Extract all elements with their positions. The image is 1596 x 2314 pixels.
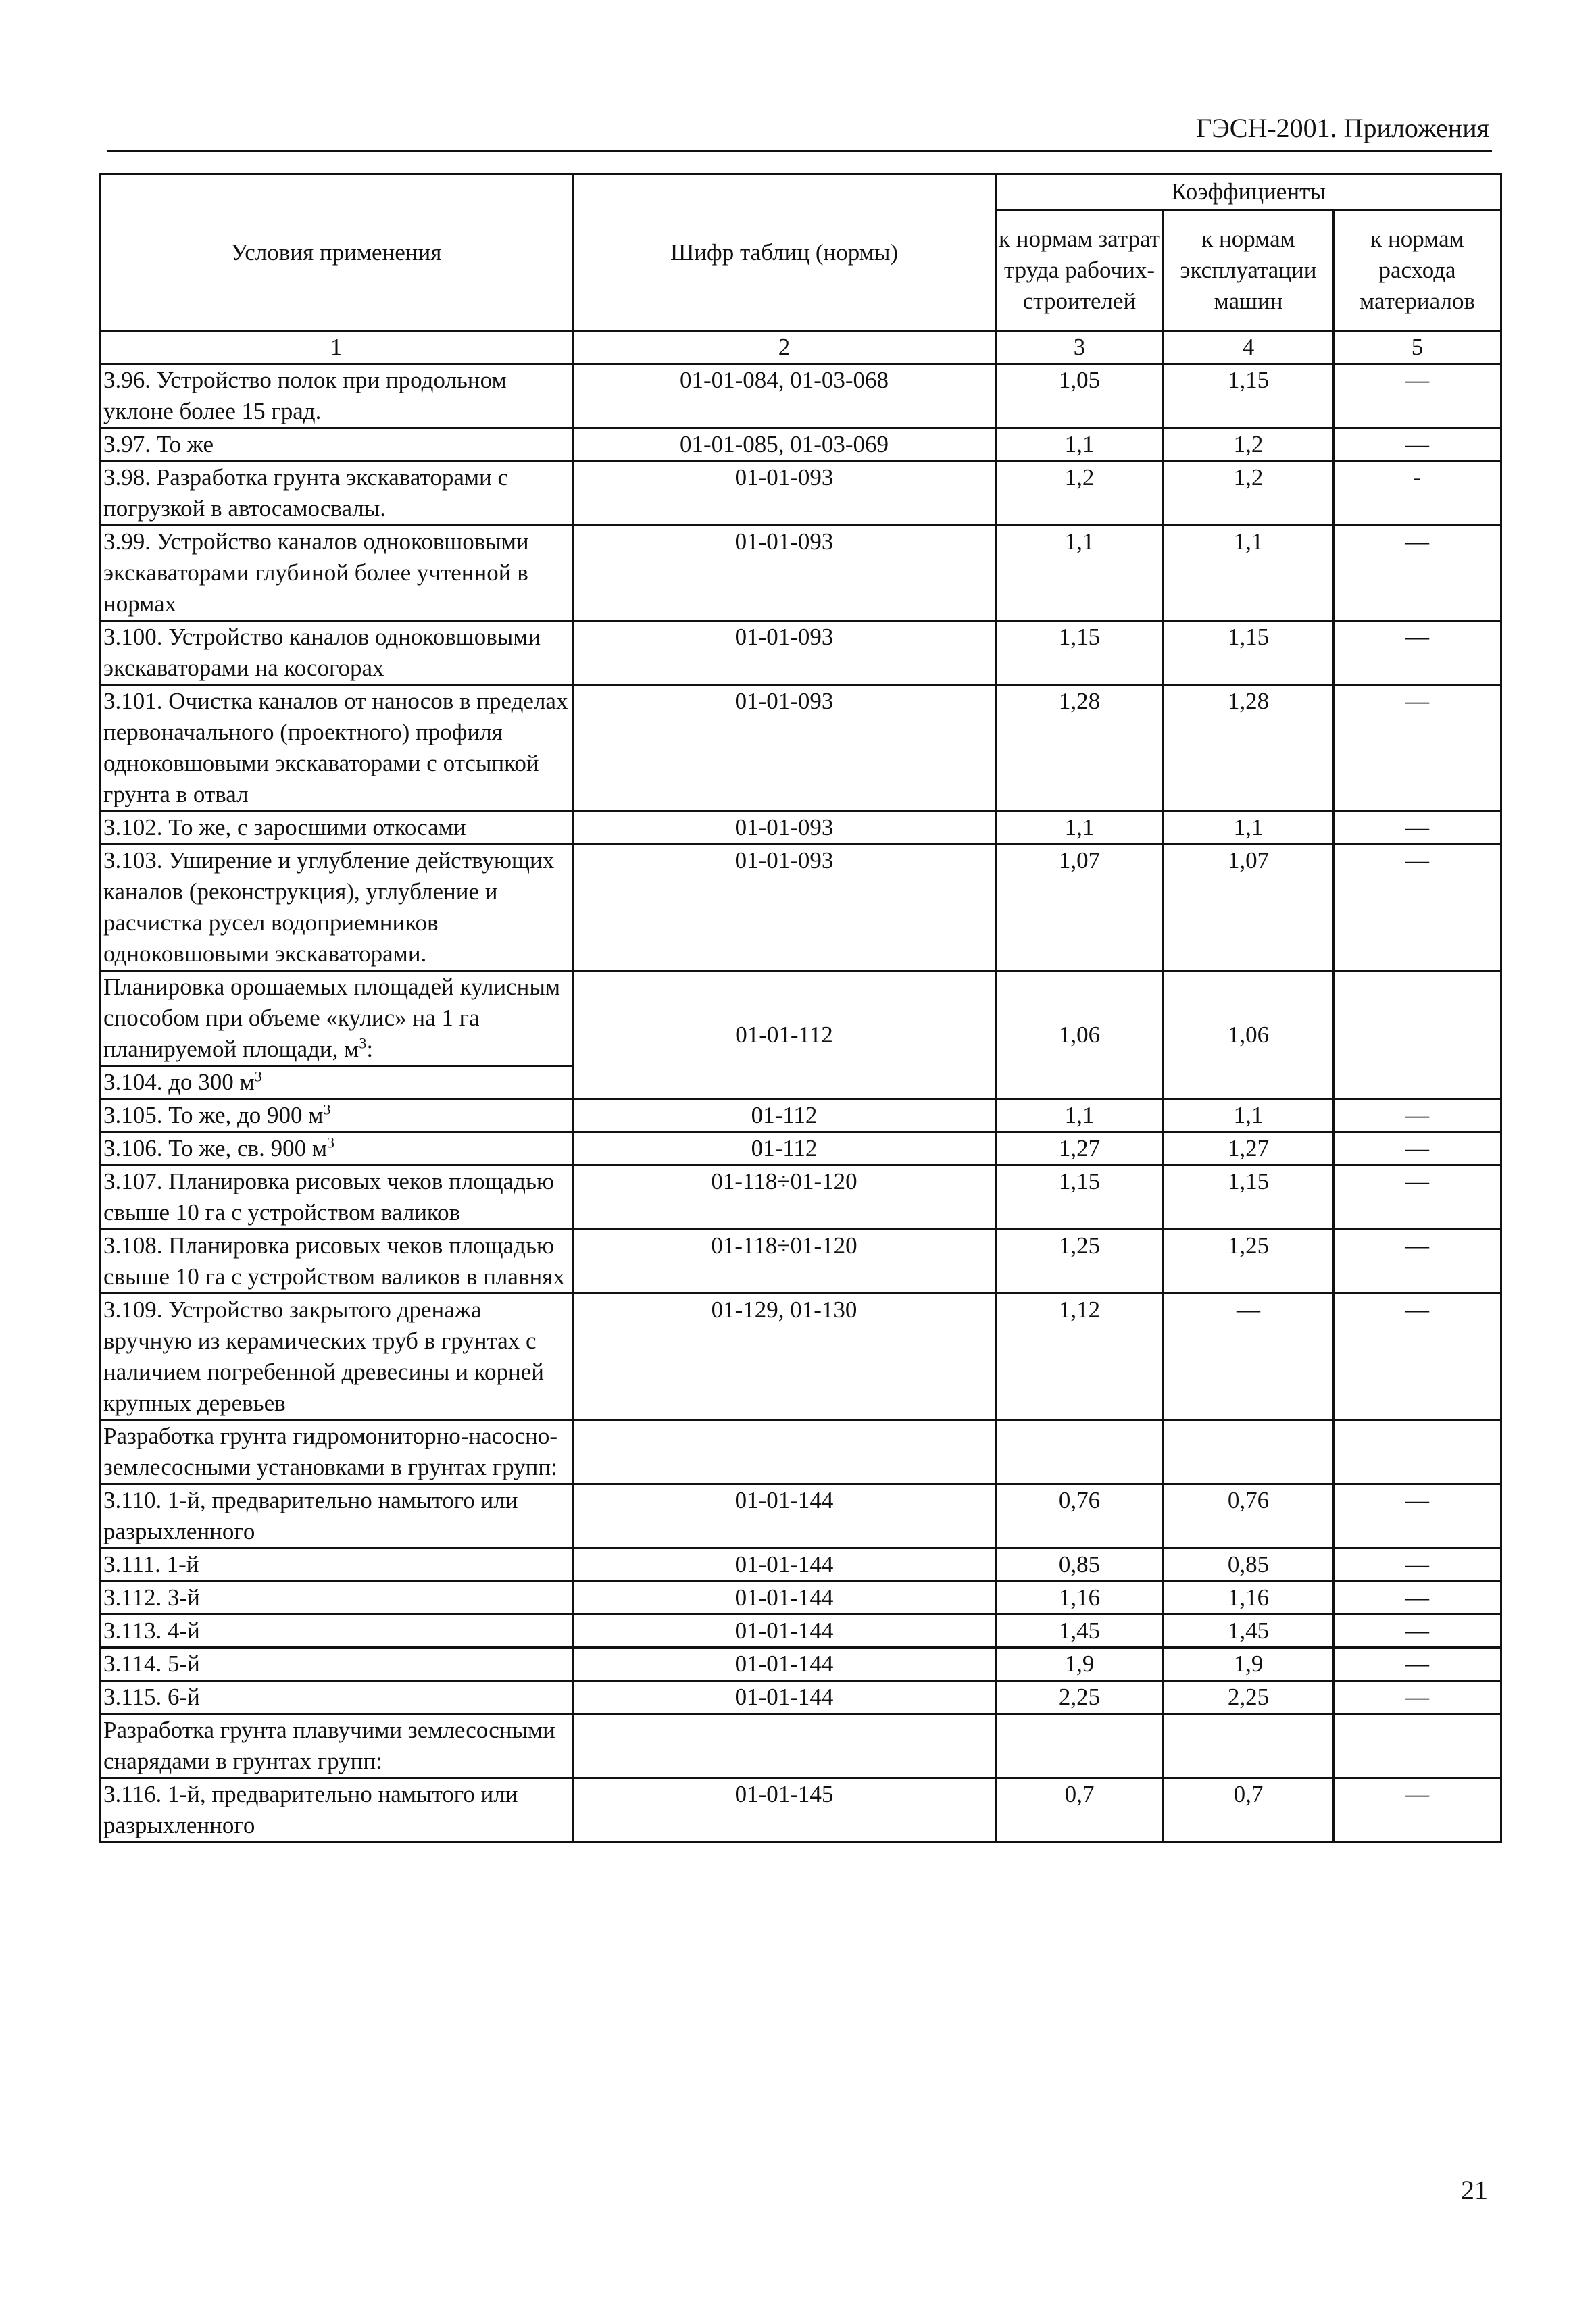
code-cell: 01-01-093 (573, 526, 996, 621)
materials-coefficient: - (1334, 461, 1501, 526)
code-cell: 01-112 (573, 1099, 996, 1132)
header-machines: к нормам эксплуатации машин (1164, 210, 1334, 331)
unit-sup: 3 (323, 1101, 331, 1118)
materials-coefficient: — (1334, 364, 1501, 428)
materials-coefficient: — (1334, 1615, 1501, 1648)
code-cell: 01-01-144 (573, 1681, 996, 1714)
materials-coefficient: — (1334, 1778, 1501, 1842)
code-cell: 01-01-112 (573, 971, 996, 1099)
materials-coefficient (1334, 971, 1501, 1099)
machines-coefficient: 1,15 (1164, 364, 1334, 428)
table-row-planning (100, 971, 1501, 1099)
empty-cell (573, 1420, 996, 1484)
condition-cell: 3.115. 6-й (100, 1681, 573, 1714)
labor-coefficient: 1,2 (996, 461, 1164, 526)
column-number: 5 (1334, 331, 1501, 364)
page-number: 21 (1461, 2175, 1488, 2205)
table-row (100, 1778, 1501, 1842)
labor-coefficient: 0,7 (996, 1778, 1164, 1842)
condition-cell: 3.110. 1-й, предварительно намытого или разрыхленного (100, 1484, 573, 1549)
table-row (100, 1681, 1501, 1714)
materials-coefficient: — (1334, 621, 1501, 685)
materials-coefficient: — (1334, 685, 1501, 811)
code-cell: 01-118÷01-120 (573, 1165, 996, 1230)
planning-divider (101, 1065, 572, 1067)
empty-cell (996, 1714, 1164, 1778)
table-row (100, 1484, 1501, 1549)
empty-cell (1164, 1420, 1334, 1484)
running-header: ГЭСН-2001. Приложения (1196, 113, 1489, 143)
condition-cell: 3.108. Планировка рисовых чеков площадью свыше 10 га с устройством валиков в плавнях (100, 1230, 573, 1294)
condition-cell: 3.116. 1-й, предварительно намытого или разрыхленного (100, 1778, 573, 1842)
planning-group-cell (100, 971, 573, 1099)
materials-coefficient: — (1334, 1484, 1501, 1549)
labor-coefficient: 2,25 (996, 1681, 1164, 1714)
header-coefficients: Коэффициенты (996, 174, 1501, 210)
labor-coefficient: 1,25 (996, 1230, 1164, 1294)
coefficients-table (99, 173, 1502, 1843)
table-row (100, 811, 1501, 845)
condition-cell: 3.103. Уширение и углубление действующих каналов (реконструкция), углубление и расчистка русел водоприемников одноковшовыми экскаваторами. (100, 845, 573, 971)
machines-coefficient: 1,06 (1164, 971, 1334, 1099)
materials-coefficient: — (1334, 811, 1501, 845)
machines-coefficient: 1,1 (1164, 811, 1334, 845)
materials-coefficient: — (1334, 1549, 1501, 1582)
column-number: 3 (996, 331, 1164, 364)
labor-coefficient: 1,1 (996, 1099, 1164, 1132)
code-cell: 01-01-093 (573, 845, 996, 971)
machines-coefficient: 1,25 (1164, 1230, 1334, 1294)
empty-cell (1164, 1714, 1334, 1778)
machines-coefficient: 0,7 (1164, 1778, 1334, 1842)
labor-coefficient: 0,76 (996, 1484, 1164, 1549)
table-row (100, 845, 1501, 971)
condition-cell (100, 1099, 573, 1132)
header-code: Шифр таблиц (нормы) (573, 174, 996, 331)
labor-coefficient: 1,12 (996, 1294, 1164, 1420)
materials-coefficient: — (1334, 845, 1501, 971)
planning-group-heading: Планировка орошаемых площадей кулисным способом при объеме «кулис» на 1 га планируемой площади, м (103, 974, 561, 1062)
planning-item-3-104: 3.104. до 300 м (103, 1069, 255, 1095)
code-cell: 01-01-144 (573, 1549, 996, 1582)
machines-coefficient: 1,2 (1164, 428, 1334, 461)
condition-cell: 3.111. 1-й (100, 1549, 573, 1582)
empty-cell (573, 1714, 996, 1778)
group-heading: Разработка грунта плавучими землесосными снарядами в грунтах групп: (100, 1714, 573, 1778)
machines-coefficient: 1,15 (1164, 621, 1334, 685)
materials-coefficient: — (1334, 1099, 1501, 1132)
planning-item-sup: 3 (254, 1067, 262, 1085)
machines-coefficient: 1,15 (1164, 1165, 1334, 1230)
machines-coefficient: — (1164, 1294, 1334, 1420)
table-row (100, 1165, 1501, 1230)
header-materials: к нормам расхода материалов (1334, 210, 1501, 331)
group-heading-row (100, 1420, 1501, 1484)
code-cell: 01-01-093 (573, 621, 996, 685)
table-row (100, 1549, 1501, 1582)
table-row (100, 428, 1501, 461)
empty-cell (1334, 1420, 1501, 1484)
table-row (100, 1230, 1501, 1294)
code-cell: 01-01-093 (573, 461, 996, 526)
machines-coefficient: 0,85 (1164, 1549, 1334, 1582)
labor-coefficient: 1,28 (996, 685, 1164, 811)
unit-sup: 3 (326, 1134, 334, 1151)
materials-coefficient: — (1334, 526, 1501, 621)
machines-coefficient: 1,1 (1164, 526, 1334, 621)
labor-coefficient: 1,1 (996, 526, 1164, 621)
machines-coefficient: 1,07 (1164, 845, 1334, 971)
empty-cell (1334, 1714, 1501, 1778)
code-cell: 01-01-093 (573, 811, 996, 845)
header-rule (107, 150, 1492, 152)
labor-coefficient: 1,07 (996, 845, 1164, 971)
materials-coefficient: — (1334, 1648, 1501, 1681)
labor-coefficient: 1,1 (996, 811, 1164, 845)
machines-coefficient: 1,27 (1164, 1132, 1334, 1165)
planning-heading-sup: 3 (359, 1034, 367, 1052)
code-cell: 01-01-093 (573, 685, 996, 811)
condition-cell: 3.99. Устройство каналов одноковшовыми экскаваторами глубиной более учтенной в нормах (100, 526, 573, 621)
code-cell: 01-01-144 (573, 1615, 996, 1648)
table-row (100, 1294, 1501, 1420)
materials-coefficient: — (1334, 428, 1501, 461)
machines-coefficient: 1,16 (1164, 1582, 1334, 1615)
table-row (100, 1615, 1501, 1648)
condition-cell: 3.102. То же, с заросшими откосами (100, 811, 573, 845)
condition-cell: 3.107. Планировка рисовых чеков площадью свыше 10 га с устройством валиков (100, 1165, 573, 1230)
group-heading: Разработка грунта гидромониторно-насосно-землесосными установками в грунтах групп: (100, 1420, 573, 1484)
labor-coefficient: 1,9 (996, 1648, 1164, 1681)
code-cell: 01-01-085, 01-03-069 (573, 428, 996, 461)
code-cell: 01-118÷01-120 (573, 1230, 996, 1294)
condition-cell: 3.114. 5-й (100, 1648, 573, 1681)
table-row (100, 364, 1501, 428)
code-cell: 01-01-144 (573, 1648, 996, 1681)
condition-cell: 3.109. Устройство закрытого дренажа вручную из керамических труб в грунтах с наличием погребенной древесины и корней крупных деревьев (100, 1294, 573, 1420)
code-cell: 01-129, 01-130 (573, 1294, 996, 1420)
labor-coefficient: 1,06 (996, 971, 1164, 1099)
condition-cell: 3.113. 4-й (100, 1615, 573, 1648)
materials-coefficient: — (1334, 1165, 1501, 1230)
labor-coefficient: 1,16 (996, 1582, 1164, 1615)
code-cell: 01-01-145 (573, 1778, 996, 1842)
materials-coefficient: — (1334, 1582, 1501, 1615)
table-row (100, 685, 1501, 811)
machines-coefficient: 1,1 (1164, 1099, 1334, 1132)
condition-cell: 3.97. То же (100, 428, 573, 461)
condition-cell: 3.98. Разработка грунта экскаваторами с погрузкой в автосамосвалы. (100, 461, 573, 526)
code-cell: 01-01-144 (573, 1582, 996, 1615)
labor-coefficient: 1,15 (996, 1165, 1164, 1230)
table-row (100, 1099, 1501, 1132)
labor-coefficient: 1,05 (996, 364, 1164, 428)
table-row (100, 621, 1501, 685)
materials-coefficient: — (1334, 1294, 1501, 1420)
materials-coefficient: — (1334, 1132, 1501, 1165)
machines-coefficient: 1,9 (1164, 1648, 1334, 1681)
condition-cell: 3.100. Устройство каналов одноковшовыми экскаваторами на косогорах (100, 621, 573, 685)
materials-coefficient: — (1334, 1230, 1501, 1294)
header-labor: к нормам затрат труда рабочих-строителей (996, 210, 1164, 331)
table-row (100, 1648, 1501, 1681)
labor-coefficient: 1,1 (996, 428, 1164, 461)
header-conditions: Условия применения (100, 174, 573, 331)
labor-coefficient: 1,45 (996, 1615, 1164, 1648)
machines-coefficient: 0,76 (1164, 1484, 1334, 1549)
empty-cell (996, 1420, 1164, 1484)
condition-text: 3.106. То же, св. 900 м (103, 1135, 327, 1161)
condition-cell: 3.112. 3-й (100, 1582, 573, 1615)
group-heading-row (100, 1714, 1501, 1778)
table-row (100, 461, 1501, 526)
condition-cell: 3.96. Устройство полок при продольном уклоне более 15 град. (100, 364, 573, 428)
planning-heading-suffix: : (366, 1036, 374, 1062)
condition-text: 3.105. То же, до 900 м (103, 1102, 324, 1128)
labor-coefficient: 0,85 (996, 1549, 1164, 1582)
table-row (100, 1582, 1501, 1615)
condition-cell: 3.101. Очистка каналов от наносов в пределах первоначального (проектного) профиля одноковшовыми экскаваторами с отсыпкой грунта в отвал (100, 685, 573, 811)
machines-coefficient: 1,2 (1164, 461, 1334, 526)
materials-coefficient: — (1334, 1681, 1501, 1714)
column-number: 4 (1164, 331, 1334, 364)
machines-coefficient: 2,25 (1164, 1681, 1334, 1714)
labor-coefficient: 1,15 (996, 621, 1164, 685)
code-cell: 01-112 (573, 1132, 996, 1165)
table-row (100, 526, 1501, 621)
condition-cell (100, 1132, 573, 1165)
code-cell: 01-01-144 (573, 1484, 996, 1549)
code-cell: 01-01-084, 01-03-068 (573, 364, 996, 428)
table-row (100, 1132, 1501, 1165)
labor-coefficient: 1,27 (996, 1132, 1164, 1165)
column-number: 1 (100, 331, 573, 364)
machines-coefficient: 1,45 (1164, 1615, 1334, 1648)
column-number: 2 (573, 331, 996, 364)
machines-coefficient: 1,28 (1164, 685, 1334, 811)
